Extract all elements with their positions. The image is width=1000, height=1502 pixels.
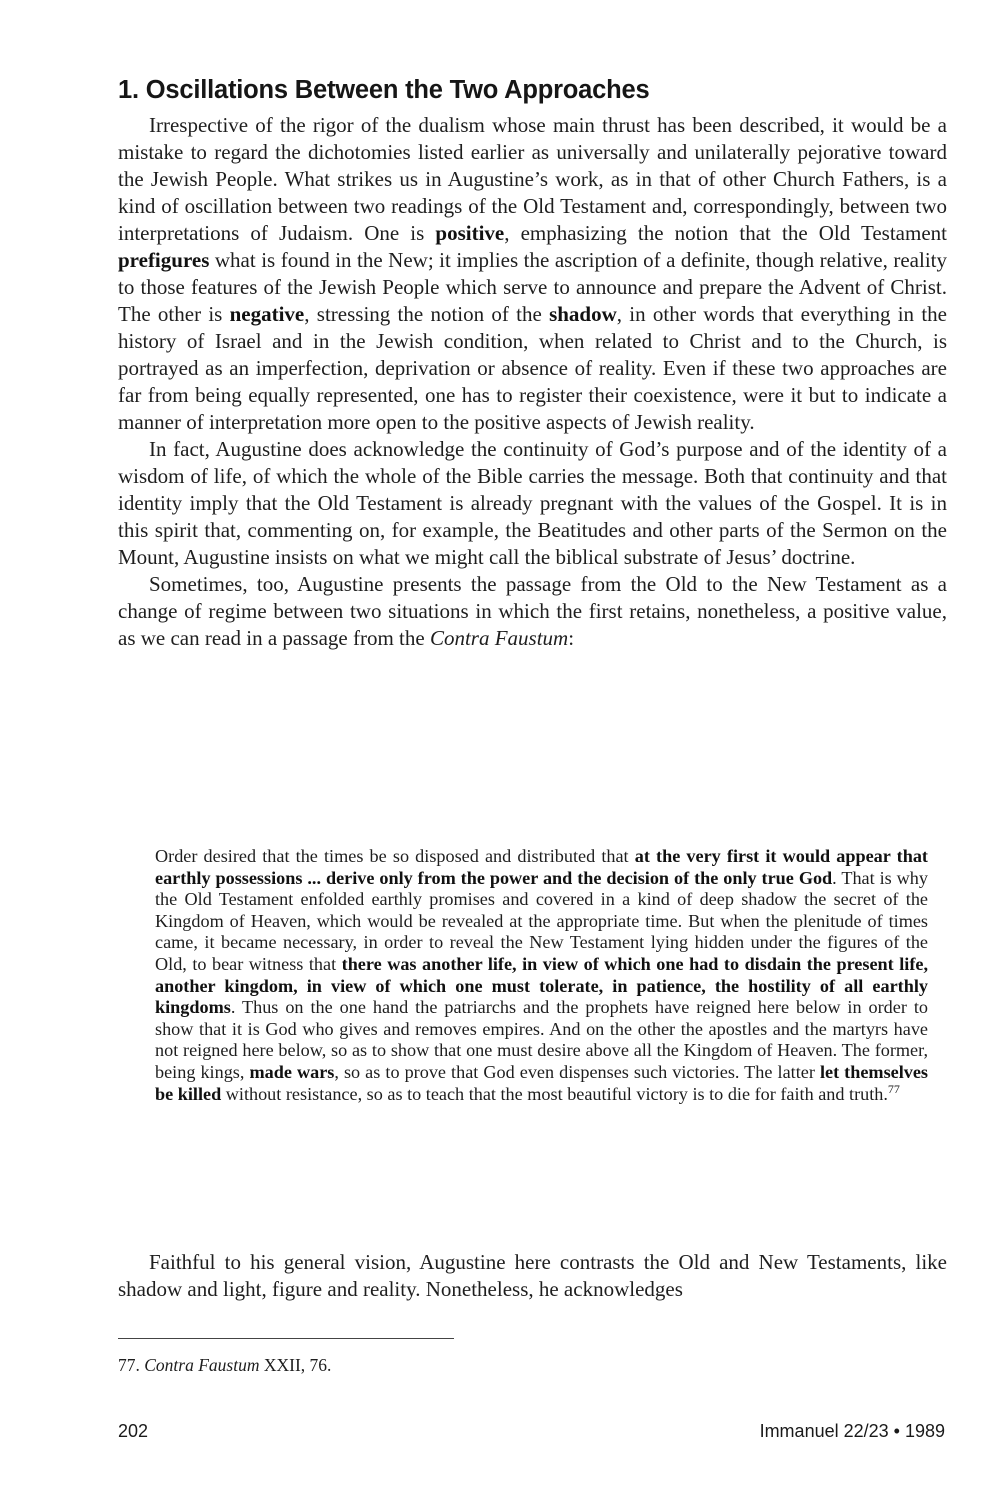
paragraph-2: In fact, Augustine does acknowledge the continuity of God’s purpose and of the identity of a wisdom of life, of which the whole of the Bible carries the message. Both that continuity and that identity imply that the Old Testament is already pregnant with the values of the Gospel. It is in this spirit that, commenting on, for example, the Beatitudes and other parts of the Sermon on the Mount, Augustine insists on what we might call the biblical substrate of Jesus’ doctrine.	[118, 437, 947, 569]
closing-paragraph: Faithful to his general vision, Augustine here contrasts the Old and New Testaments, like shadow and light, figure and reality. Nonetheless, he acknowledges	[118, 1250, 947, 1301]
paragraph-1: Irrespective of the rigor of the dualism whose main thrust has been described, it would be a mistake to regard the dichotomies listed earlier as universally and unilaterally pejorative toward the Jewish People. What strikes us in Augustine’s work, as in that of other Church Fathers, is a kind of oscillation between two readings of the Old Testament and, correspondingly, between two interpretations of Judaism. One is positive, emphasizing the notion that the Old Testament prefigures what is found in the New; it implies the ascription of a definite, though relative, reality to those features of the Jewish People which serve to announce and prepare the Advent of Christ. The other is negative, stressing the notion of the shadow, in other words that everything in the history of Israel and in the Jewish condition, when related to Christ and to the Church, is portrayed as an imperfection, deprivation or absence of reality. Even if these two approaches are far from being equally represented, one has to register their coexistence, were it but to indicate a manner of interpretation more open to the positive aspects of Jewish reality.	[118, 113, 947, 434]
body-text-top	[118, 112, 947, 652]
footnote-number: 77.	[118, 1355, 145, 1375]
footnote-ref: XXII, 76.	[259, 1355, 332, 1375]
footnote-divider	[118, 1338, 454, 1339]
block-quote	[155, 846, 928, 1105]
section-heading: 1. Oscillations Between the Two Approaches	[118, 76, 650, 104]
journal-citation: Immanuel 22/23 • 1989	[759, 1421, 945, 1441]
page-number: 202	[118, 1421, 149, 1441]
paragraph-3: Sometimes, too, Augustine presents the passage from the Old to the New Testament as a change of regime between two situations in which the first retains, nonetheless, a positive value, as we can read in a passage from the Contra Faustum:	[118, 572, 947, 650]
quote-text: Order desired that the times be so disposed and distributed that at the very first it would appear that earthly possessions ... derive only from the power and the decision of the only true God. That is why the Old Testament enfolded earthly promises and covered in a kind of deep shadow the secret of the Kingdom of Heaven, which would be revealed at the appropriate time. But when the plenitude of times came, it became necessary, in order to reveal the New Testament lying hidden under the figures of the Old, to bear witness that there was another life, in view of which one had to disdain the present life, another kingdom, in view of which one must tolerate, in patience, the hostility of all earthly kingdoms. Thus on the one hand the patriarchs and the prophets have reigned here below in order to show that it is God who gives and removes empires. And on the other the apostles and the martyrs have not reigned here below, so as to show that one must desire above all the Kingdom of Heaven. The former, being kings, made wars, so as to prove that God even dispenses such victories. The latter let themselves be killed without resistance, so as to teach that the most beautiful victory is to die for faith and truth.$^{77}$	[155, 846, 929, 1104]
footnote-77	[118, 1354, 331, 1376]
footnote-title: Contra Faustum	[144, 1355, 260, 1375]
body-text-bottom	[118, 1249, 947, 1303]
